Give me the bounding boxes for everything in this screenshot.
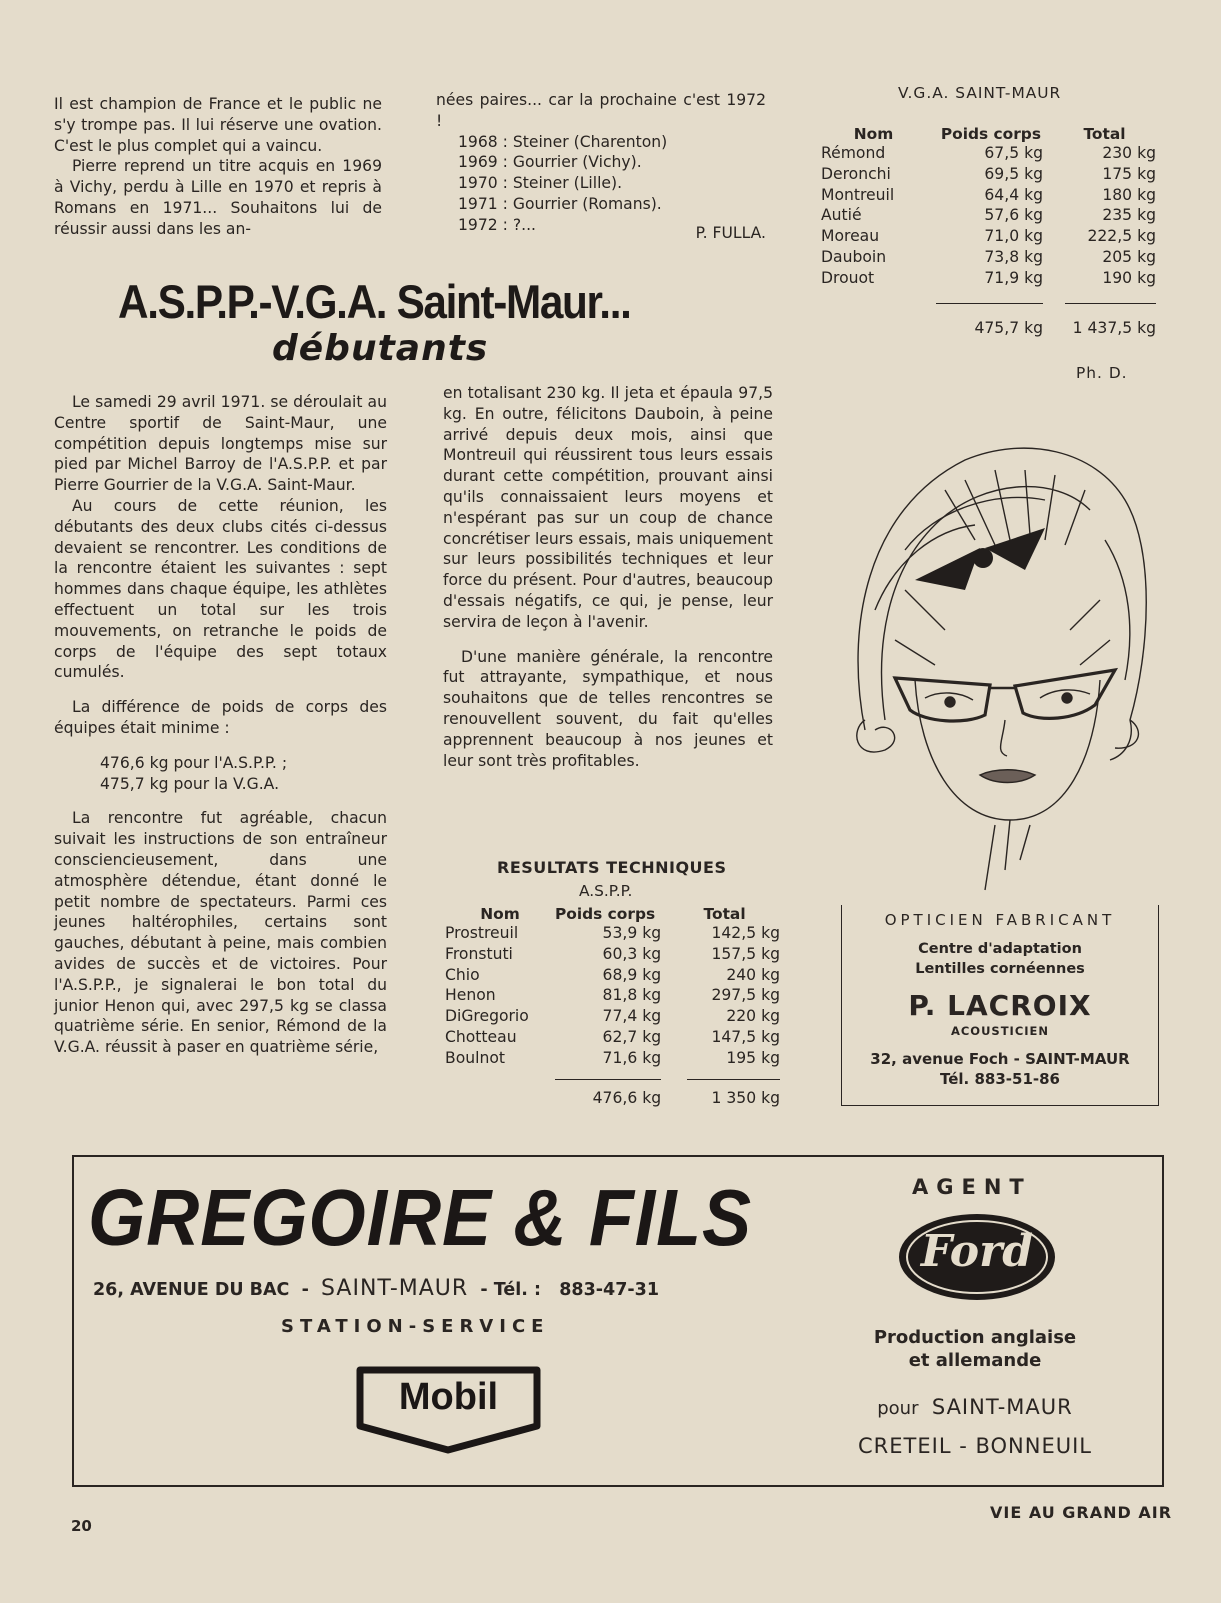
optician-role: ACOUSTICIEN bbox=[950, 1024, 1050, 1038]
article-paragraph: La rencontre fut agréable, chacun suivait les instructions de son entraîneur consciencieusement, dans une atmosphère détendue, étant donné le petit nombre de spectateurs. Parmi ces jeunes haltérophiles, certains sont gauches, débutant à peine, mais combien avides de succès et de victoires. Pour l'A.S.P.P., je signalerai le bon total du junior Henon qui, avec 297,5 kg se classa quatrième série. En senior, Rémond de la V.G.A. réussit à paser en quatrième série, bbox=[54, 809, 387, 1057]
table-row bbox=[445, 944, 780, 965]
body-weight: 71,0 kg bbox=[984, 227, 1043, 246]
sum-total: 1 350 kg bbox=[711, 1088, 780, 1107]
table-header-row bbox=[821, 125, 1156, 143]
athlete-name: Dauboin bbox=[821, 247, 887, 266]
table-row bbox=[445, 985, 780, 1006]
athlete-name: Rémond bbox=[821, 144, 886, 162]
total-lifted: 190 kg bbox=[1102, 268, 1156, 287]
glasses-icon bbox=[895, 678, 990, 721]
author-signature: Ph. D. bbox=[1076, 364, 1128, 382]
optician-line: Lentilles cornéennes bbox=[915, 961, 1085, 977]
table-row bbox=[821, 143, 1156, 164]
history-row: 1969 : Gourrier (Vichy). bbox=[458, 153, 642, 172]
table-row bbox=[821, 226, 1156, 247]
agent-label: AGENT bbox=[912, 1175, 1032, 1199]
history-row: 1971 : Gourrier (Romans). bbox=[458, 194, 662, 213]
table-sum-row bbox=[821, 289, 1156, 339]
article-paragraph: D'une manière générale, la rencontre fut attrayante, sympathique, et nous souhaitons que de telles rencontres se renouvellent souvent, du fait qu'elles apprennent beaucoup à nos jeunes et leur sont très profitables. bbox=[443, 647, 773, 770]
history-row: 1970 : Steiner (Lille). bbox=[458, 174, 623, 193]
total-lifted: 157,5 kg bbox=[711, 944, 780, 963]
body-weight: 77,4 kg bbox=[602, 1007, 662, 1026]
article-paragraph: La différence de poids de corps des équipes était minime : bbox=[54, 698, 387, 737]
body-weight: 69,5 kg bbox=[984, 164, 1043, 183]
athlete-name: Fronstuti bbox=[445, 944, 513, 963]
intro-paragraph: nées paires... car la prochaine c'est 1972 ! bbox=[436, 91, 766, 130]
towns-line: CRETEIL - BONNEUIL bbox=[858, 1434, 1092, 1458]
total-lifted: 220 kg bbox=[726, 1007, 780, 1026]
table-header-row bbox=[445, 905, 780, 923]
history-row: 1968 : Steiner (Charenton) bbox=[458, 132, 668, 151]
hair-bow-icon bbox=[915, 528, 1045, 590]
table-row bbox=[445, 1006, 780, 1027]
intro-column-2 bbox=[436, 90, 766, 242]
optician-ad bbox=[841, 905, 1159, 1106]
body-weight: 57,6 kg bbox=[984, 206, 1043, 225]
body-weight: 71,9 kg bbox=[984, 268, 1043, 287]
athlete-name: Montreuil bbox=[821, 185, 895, 204]
body-weight: 68,9 kg bbox=[602, 965, 662, 984]
ford-logo bbox=[897, 1212, 1057, 1302]
athlete-name: Chio bbox=[445, 965, 480, 984]
table-row bbox=[445, 1048, 780, 1069]
column-header: Total bbox=[703, 905, 746, 923]
total-lifted: 205 kg bbox=[1102, 247, 1156, 266]
body-weight: 73,8 kg bbox=[984, 247, 1043, 266]
optician-name: P. LACROIX bbox=[908, 989, 1092, 1022]
optician-phone: Tél. 883-51-86 bbox=[940, 1070, 1060, 1088]
athlete-name: Boulnot bbox=[445, 1048, 505, 1067]
body-weight: 67,5 kg bbox=[984, 144, 1043, 162]
athlete-name: Deronchi bbox=[821, 164, 891, 183]
column-header: Nom bbox=[480, 905, 520, 923]
total-lifted: 142,5 kg bbox=[711, 924, 780, 942]
body-weight: 81,8 kg bbox=[602, 986, 662, 1005]
body-weight: 60,3 kg bbox=[602, 944, 662, 963]
hair-outline-icon bbox=[858, 448, 1146, 760]
column-header: Poids corps bbox=[940, 125, 1041, 143]
body-weight: 71,6 kg bbox=[602, 1048, 662, 1067]
headline-subtitle: débutants bbox=[272, 328, 489, 369]
woman-illustration bbox=[845, 430, 1155, 900]
results-table-aspp bbox=[445, 905, 780, 1109]
athlete-name: Chotteau bbox=[445, 1027, 517, 1046]
article-column-1 bbox=[54, 392, 387, 1058]
sum-weight: 475,7 kg bbox=[974, 318, 1043, 337]
table-sum-row bbox=[445, 1069, 780, 1109]
column-header: Poids corps bbox=[555, 905, 656, 923]
pour-line: pour SAINT-MAUR bbox=[877, 1395, 1073, 1419]
athlete-name: DiGregorio bbox=[445, 1007, 529, 1026]
optician-title: OPTICIEN FABRICANT bbox=[884, 911, 1116, 929]
ford-text: Ford bbox=[920, 1226, 1034, 1277]
table-row bbox=[821, 268, 1156, 289]
column-header: Total bbox=[1083, 125, 1126, 143]
history-row: 1972 : ?... P. FULLA. bbox=[458, 215, 766, 242]
weights-list bbox=[54, 753, 387, 795]
results-team-vga: V.G.A. SAINT-MAUR bbox=[898, 84, 1062, 102]
athlete-name: Prostreuil bbox=[445, 924, 519, 942]
mobil-text: Mobil bbox=[398, 1376, 499, 1418]
article-paragraph: Le samedi 29 avril 1971. se déroulait au Centre sportif de Saint-Maur, une compétition depuis longtemps mise sur pied par Michel Barroy de l'A.S.P.P. et par Pierre Gourrier de la V.G.A. Saint-Maur. bbox=[54, 393, 387, 495]
intro-paragraph: Il est champion de France et le public ne s'y trompe pas. Il lui réserve une ovation. C'est le plus complet qui a vaincu. bbox=[54, 95, 382, 155]
body-weight: 53,9 kg bbox=[602, 924, 662, 942]
optician-line: Centre d'adaptation bbox=[918, 941, 1082, 957]
total-lifted: 230 kg bbox=[1102, 144, 1156, 162]
table-row bbox=[445, 923, 780, 944]
table-row bbox=[445, 965, 780, 986]
intro-paragraph: Pierre reprend un titre acquis en 1969 à Vichy, perdu à Lille en 1970 et repris à Romans en 1971... Souhaitons lui de réussir aussi dans les an- bbox=[54, 157, 382, 238]
author-signature: P. FULLA. bbox=[695, 223, 766, 242]
results-heading: RESULTATS TECHNIQUES bbox=[497, 858, 727, 877]
mobil-logo bbox=[356, 1364, 541, 1454]
sum-total: 1 437,5 kg bbox=[1072, 318, 1156, 337]
gregoire-name: GREGOIRE & FILS bbox=[88, 1173, 752, 1262]
article-column-2 bbox=[443, 383, 773, 771]
athlete-name: Autié bbox=[821, 206, 862, 225]
article-paragraph: Au cours de cette réunion, les débutants des deux clubs cités ci-dessus devaient se rencontrer. Les conditions de la rencontre étaient les suivantes : sept hommes dans chaque équipe, les athlètes effectuent un total sur les trois mouvements, on retranche le poids de corps de l'équipe des sept totaux cumulés. bbox=[54, 496, 387, 682]
article-paragraph: en totalisant 230 kg. Il jeta et épaula 97,5 kg. En outre, félicitons Dauboin, à peine arrivé depuis deux mois, ainsi que Montreuil qui réussirent tous leurs essais durant cette compétition, prouvant ainsi qu'ils connaissaient leurs moyens et n'espérant pas sur un coup de chance concrétiser leurs essais, mais uniquement sur leurs possibilités techniques et leur force du présent. Pour d'autres, beaucoup d'essais négatifs, ce qui, je pense, leur servira de leçon à l'avenir. bbox=[443, 384, 773, 631]
total-lifted: 222,5 kg bbox=[1087, 227, 1156, 246]
sum-weight: 476,6 kg bbox=[592, 1088, 662, 1107]
gregoire-address: 26, AVENUE DU BAC - SAINT-MAUR - Tél. : 883-47-31 bbox=[93, 1276, 660, 1301]
results-table-vga bbox=[821, 125, 1156, 339]
total-lifted: 175 kg bbox=[1102, 164, 1156, 183]
total-lifted: 147,5 kg bbox=[711, 1027, 780, 1046]
athlete-name: Drouot bbox=[821, 268, 875, 287]
total-lifted: 180 kg bbox=[1102, 185, 1156, 204]
table-row bbox=[821, 185, 1156, 206]
production-line: et allemande bbox=[908, 1350, 1042, 1371]
weight-line: 476,6 kg pour l'A.S.P.P. ; bbox=[100, 753, 288, 772]
production-line: Production anglaise bbox=[873, 1327, 1077, 1348]
champion-history bbox=[436, 132, 766, 242]
total-lifted: 235 kg bbox=[1102, 206, 1156, 225]
headline-title: A.S.P.P.-V.G.A. Saint-Maur... bbox=[118, 275, 631, 328]
page-number: 20 bbox=[71, 1517, 92, 1535]
weight-line: 475,7 kg pour la V.G.A. bbox=[100, 774, 280, 793]
table-row bbox=[821, 205, 1156, 226]
optician-address: 32, avenue Foch - SAINT-MAUR bbox=[870, 1050, 1130, 1068]
body-weight: 62,7 kg bbox=[602, 1027, 662, 1046]
body-weight: 64,4 kg bbox=[984, 185, 1043, 204]
station-service-label: STATION-SERVICE bbox=[281, 1316, 550, 1337]
intro-column-1 bbox=[54, 94, 382, 240]
athlete-name: Moreau bbox=[821, 227, 880, 246]
results-team-aspp: A.S.P.P. bbox=[579, 882, 633, 900]
magazine-name: VIE AU GRAND AIR bbox=[990, 1503, 1173, 1522]
column-header: Nom bbox=[853, 125, 894, 143]
athlete-name: Henon bbox=[445, 986, 496, 1005]
total-lifted: 297,5 kg bbox=[711, 986, 780, 1005]
table-row bbox=[445, 1027, 780, 1048]
table-row bbox=[821, 164, 1156, 185]
total-lifted: 240 kg bbox=[726, 965, 780, 984]
total-lifted: 195 kg bbox=[726, 1048, 780, 1067]
table-row bbox=[821, 247, 1156, 268]
